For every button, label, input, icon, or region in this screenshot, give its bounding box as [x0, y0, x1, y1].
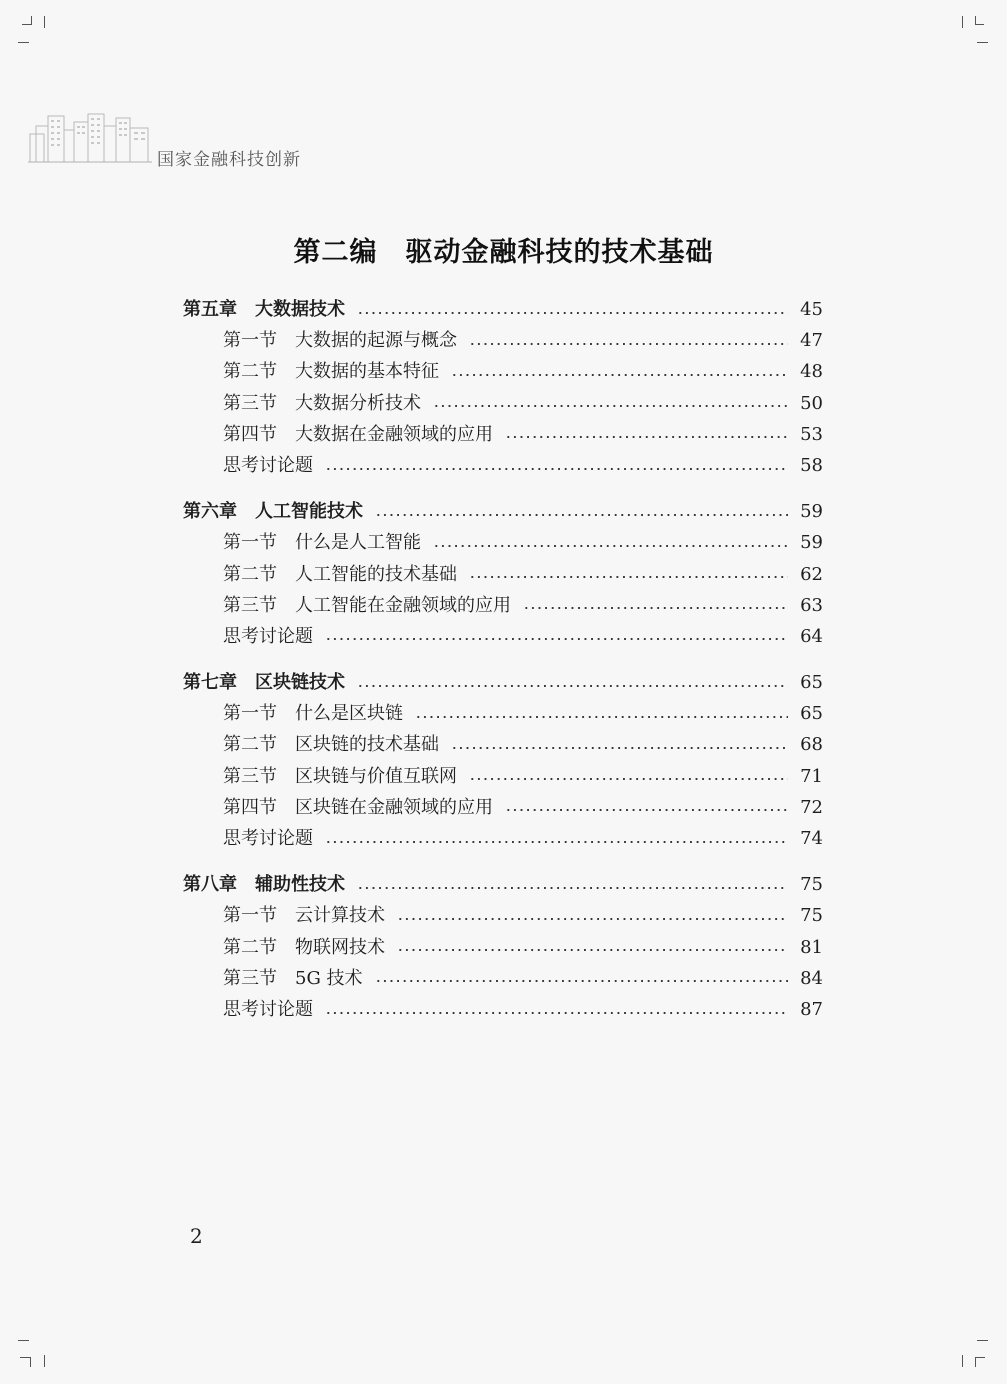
toc-section-entry-page: 53 — [800, 423, 823, 445]
toc-section-entry-page: 74 — [800, 828, 823, 849]
toc-chapter-entry-page: 45 — [800, 299, 823, 320]
toc-section-entry-label: 第四节 区块链在金融领域的应用 — [223, 796, 493, 818]
toc-section-entry — [183, 591, 823, 622]
toc-section-entry — [183, 560, 823, 591]
toc-section-entry-page: 68 — [800, 734, 823, 756]
toc-section-entry-page: 47 — [800, 330, 823, 352]
leader-dots — [523, 607, 788, 609]
toc-section-entry-label: 第一节 什么是人工智能 — [223, 532, 421, 554]
toc-section-entry-label: 第三节 5G 技术 — [223, 967, 363, 989]
toc-section-entry-page: 62 — [800, 563, 823, 585]
toc-section-entry-label: 第四节 大数据在金融领域的应用 — [223, 423, 493, 445]
toc-chapter — [183, 870, 823, 1026]
toc-section-entry-page: 50 — [800, 392, 823, 414]
leader-dots — [375, 980, 789, 982]
toc-section-entry-label: 第三节 人工智能在金融领域的应用 — [223, 594, 511, 616]
toc-section-entry — [183, 995, 823, 1026]
toc-chapter-entry — [183, 668, 823, 699]
crop-mark-bottom-right-h — [977, 1340, 988, 1341]
toc-section-entry-page: 58 — [800, 454, 823, 476]
toc-section-entry-label: 第三节 大数据分析技术 — [223, 392, 421, 414]
part-title: 第二编 驱动金融科技的技术基础 — [293, 237, 714, 268]
crop-mark-top-right-v — [962, 16, 963, 28]
toc-section-entry-page: 64 — [800, 625, 823, 647]
toc-section-entry-label: 思考讨论题 — [223, 998, 313, 1020]
toc-section-entry — [183, 357, 823, 388]
leader-dots — [397, 949, 788, 951]
toc-section-entry-page: 65 — [800, 703, 823, 725]
toc-section-entry — [183, 699, 823, 730]
toc-section-entry-label: 第一节 什么是区块链 — [223, 703, 403, 725]
toc-chapter — [183, 295, 823, 482]
toc-section-entry-label: 第一节 云计算技术 — [223, 905, 385, 927]
toc-chapter-entry — [183, 295, 823, 326]
toc-section-entry-page: 75 — [800, 905, 823, 927]
running-header-title: 国家金融科技创新 — [157, 150, 301, 170]
toc-section-entry-label: 思考讨论题 — [223, 454, 313, 476]
toc-section-entry-page: 71 — [800, 765, 823, 787]
toc-chapter-entry — [183, 870, 823, 901]
leader-dots — [325, 638, 788, 640]
leader-dots — [469, 778, 788, 780]
skyline-logo — [28, 112, 152, 164]
toc-section-entry — [183, 389, 823, 420]
toc-section-entry-label: 思考讨论题 — [223, 828, 313, 849]
toc-section-entry-page: 72 — [800, 796, 823, 818]
crop-mark-top-right-h — [975, 24, 984, 25]
crop-mark-bottom-left-v — [30, 1357, 31, 1367]
toc-section-entry-label: 第三节 区块链与价值互联网 — [223, 765, 457, 787]
leader-dots — [325, 841, 788, 843]
crop-mark-top-left-v — [31, 16, 32, 25]
leader-dots — [375, 514, 788, 516]
toc-section-entry-label: 第二节 物联网技术 — [223, 936, 385, 958]
leader-dots — [433, 405, 788, 407]
leader-dots — [397, 918, 788, 920]
crop-mark-bottom-left-v2 — [44, 1355, 45, 1367]
page-number: 2 — [190, 1224, 203, 1248]
leader-dots — [469, 576, 788, 578]
toc-section-entry-page: 84 — [800, 967, 823, 989]
toc-section-entry — [183, 528, 823, 559]
leader-dots — [357, 887, 788, 889]
leader-dots — [451, 374, 788, 376]
leader-dots — [433, 545, 788, 547]
toc-section-entry-page: 63 — [800, 594, 823, 616]
leader-dots — [357, 685, 788, 687]
leader-dots — [451, 747, 788, 749]
toc-section-entry — [183, 762, 823, 793]
toc-section-entry-label: 第二节 大数据的基本特征 — [223, 361, 439, 383]
crop-mark-bottom-right-h2 — [975, 1357, 985, 1358]
toc-section-entry — [183, 451, 823, 482]
crop-mark-bottom-right-v — [962, 1355, 963, 1367]
toc-section-entry-page: 87 — [800, 998, 823, 1020]
toc-section-entry-label: 第二节 人工智能的技术基础 — [223, 563, 457, 585]
leader-dots — [505, 436, 788, 438]
toc-chapter-entry-page: 75 — [800, 874, 823, 896]
toc-section-entry-page: 59 — [800, 532, 823, 554]
leader-dots — [469, 343, 788, 345]
toc-chapter — [183, 497, 823, 653]
leader-dots — [325, 1012, 788, 1014]
toc-section-entry-label: 第二节 区块链的技术基础 — [223, 734, 439, 756]
leader-dots — [325, 468, 788, 470]
table-of-contents — [183, 295, 823, 1041]
toc-section-entry — [183, 964, 823, 995]
toc-section-entry — [183, 933, 823, 964]
toc-chapter-entry-label: 第八章 辅助性技术 — [183, 874, 345, 896]
toc-section-entry — [183, 420, 823, 451]
toc-section-entry — [183, 901, 823, 932]
crop-mark-top-left-h2 — [18, 42, 29, 43]
toc-section-entry — [183, 622, 823, 653]
crop-mark-top-left-v2 — [44, 16, 45, 28]
toc-section-entry-page: 81 — [800, 936, 823, 958]
toc-section-entry-label: 思考讨论题 — [223, 625, 313, 647]
crop-mark-bottom-right-v2 — [975, 1357, 976, 1367]
leader-dots — [505, 809, 788, 811]
toc-chapter — [183, 668, 823, 855]
toc-chapter-entry-page: 65 — [800, 672, 823, 694]
toc-section-entry — [183, 326, 823, 357]
crop-mark-top-right-h2 — [977, 42, 988, 43]
leader-dots — [357, 312, 788, 314]
crop-mark-bottom-left-h2 — [20, 1357, 30, 1358]
toc-chapter-entry-label: 第六章 人工智能技术 — [183, 501, 363, 523]
toc-chapter-entry-label: 第五章 大数据技术 — [183, 299, 345, 320]
toc-chapter-entry-label: 第七章 区块链技术 — [183, 672, 345, 694]
toc-section-entry-label: 第一节 大数据的起源与概念 — [223, 330, 457, 352]
toc-chapter-entry-page: 59 — [800, 501, 823, 523]
crop-mark-bottom-left-h — [18, 1340, 29, 1341]
toc-chapter-entry — [183, 497, 823, 528]
toc-section-entry — [183, 793, 823, 824]
toc-section-entry-page: 48 — [800, 361, 823, 383]
crop-mark-top-left-h — [22, 24, 31, 25]
toc-section-entry — [183, 824, 823, 855]
leader-dots — [415, 716, 788, 718]
toc-section-entry — [183, 730, 823, 761]
